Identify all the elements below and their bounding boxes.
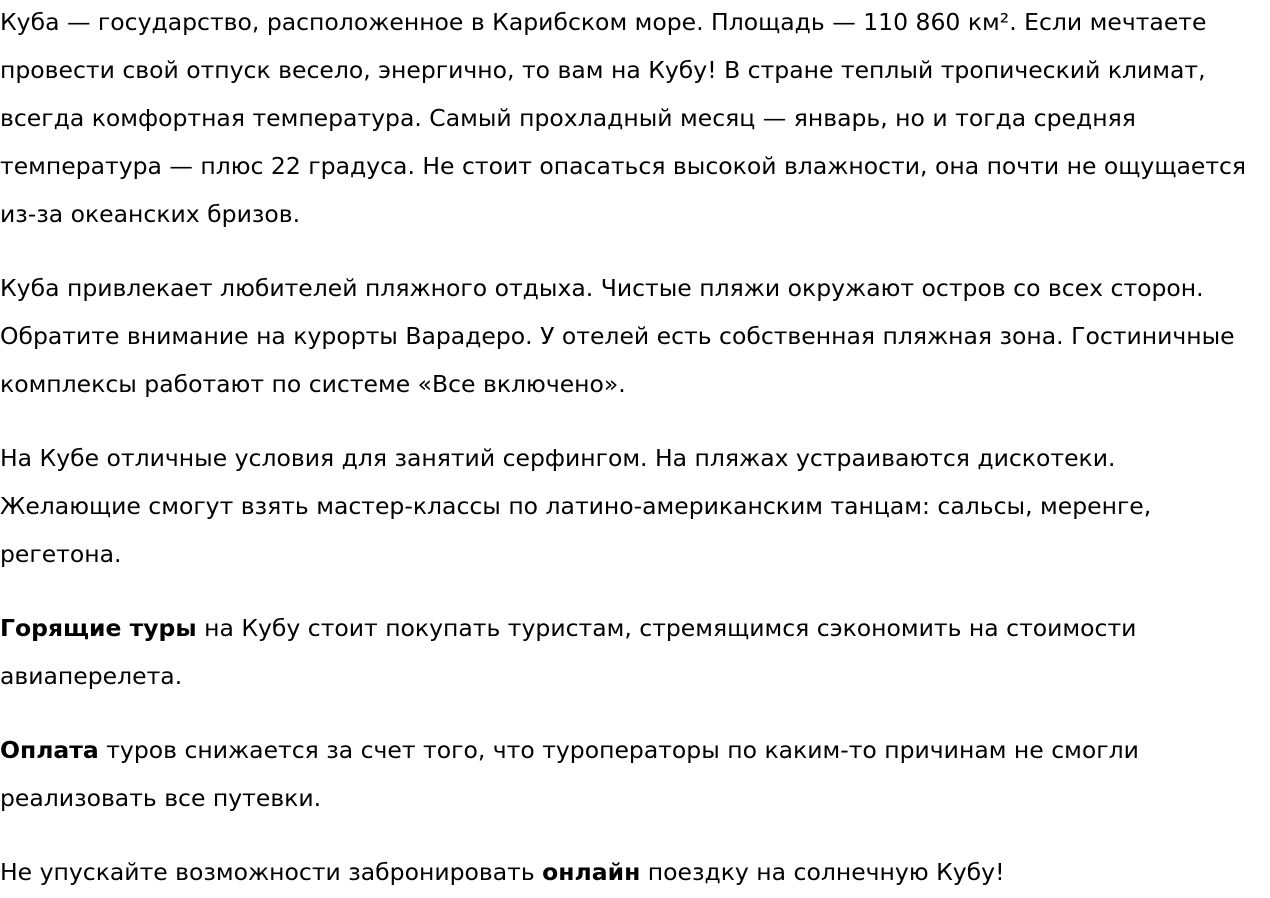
paragraph-booking xyxy=(0,848,1262,896)
paragraph-intro: Куба — государство, расположенное в Карибском море. Площадь — 110 860 км². Если мечтаете провести свой отпуск весело, энергично, то вам на Кубу! В стране теплый тропический климат, всегда комфортная температура. Самый прохладный месяц — январь, но и тогда средняя температура — плюс 22 градуса. Не стоит опасаться высокой влажности, она почти не ощущается из-за океанских бризов. xyxy=(0,8,1247,228)
online-emphasis: онлайн xyxy=(542,858,641,886)
hot-tours-emphasis: Горящие туры xyxy=(0,614,197,642)
paragraph-hot-tours xyxy=(0,604,1262,700)
paragraph-beaches: Куба привлекает любителей пляжного отдыха. Чистые пляжи окружают остров со всех сторон. Обратите внимание на курорты Варадеро. У отелей есть собственная пляжная зона. Гостиничные комплексы работают по системе «Все включено». xyxy=(0,274,1235,398)
hot-tours-text: на Кубу стоит покупать туристам, стремящимся сэкономить на стоимости авиаперелета. xyxy=(0,614,1137,690)
paragraph-activities: На Кубе отличные условия для занятий серфингом. На пляжах устраиваются дискотеки. Желающие смогут взять мастер-классы по латино-американским танцам: сальсы, меренге, регетона. xyxy=(0,444,1152,568)
paragraph-payment xyxy=(0,726,1262,822)
payment-emphasis: Оплата xyxy=(0,736,99,764)
booking-text-before: Не упускайте возможности забронировать xyxy=(0,858,543,886)
booking-text-after: поездку на солнечную Кубу! xyxy=(640,858,1005,886)
payment-text: туров снижается за счет того, что туроператоры по каким-то причинам не смогли реализовать все путевки. xyxy=(0,736,1139,812)
